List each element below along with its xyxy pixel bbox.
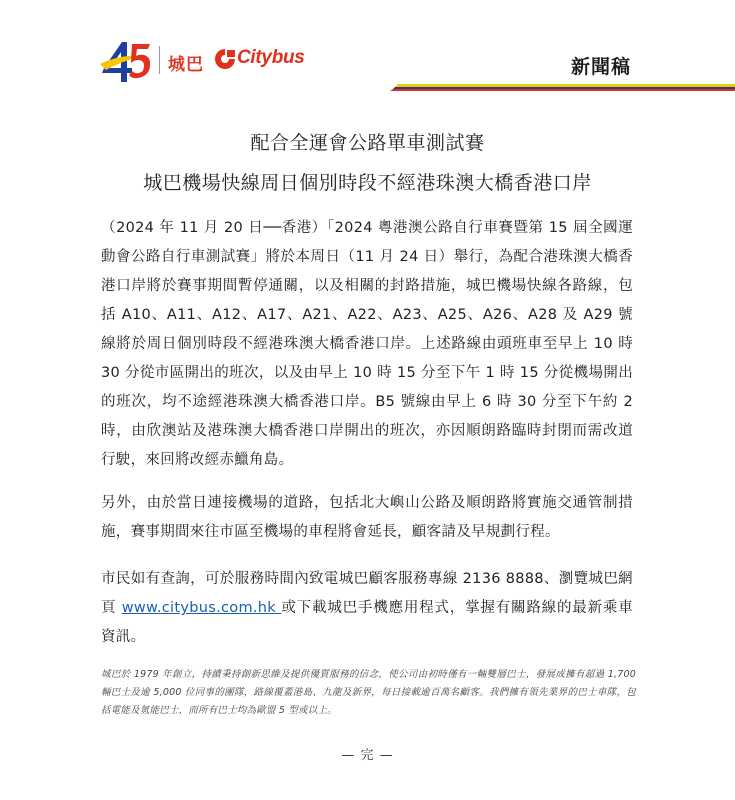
press-release-label: 新聞稿: [570, 56, 631, 78]
header-color-stripe: [390, 84, 735, 91]
citybus-website-link[interactable]: www.citybus.com.hk: [121, 600, 282, 616]
45-anniversary-logo-icon: [100, 38, 152, 84]
end-mark: — 完 —: [341, 748, 394, 763]
app-text: 或下載城巴手機應用程式，掌握有關路線的最新乘車資訊。: [101, 600, 633, 645]
logo-divider: [159, 46, 160, 74]
body-paragraph-2: 另外，由於當日連接機場的道路，包括北大嶼山公路及順朗路將實施交通管制措施，賽事期間來往市區至機場的車程將會延長，顧客請及早規劃行程。: [101, 495, 633, 540]
header: [0, 0, 735, 92]
headline-line-2: 城巴機場快線周日個別時段不經港珠澳大橋香港口岸: [143, 172, 592, 194]
brand-english-name: Citybus: [237, 47, 305, 68]
enquiry-text: 市民如有查詢，可於服務時間內致電城巴顧客服務專線 2136 8888、瀏覽城巴網頁: [101, 571, 633, 616]
headline-line-1: 配合全運會公路單車測試賽: [250, 132, 485, 154]
brand-chinese-name: 城巴: [168, 55, 204, 75]
body-paragraph-1: （2024 年 11 月 20 日──香港）「2024 粵港澳公路自行車賽暨第 15 屆全國運動會公路自行車測試賽」將於本周日（11 月 24 日）舉行，為配合港珠澳大橋香港口岸將於賽事期間暫停通關，以及相關的封路措施，城巴機場快線各路線，包括 A10、A11、A12、A17、A21、A22、A23、A25、A26、A28 及 A29 號線將於周日個別時段不經港珠澳大橋香港口岸。上述路線由頭班車至早上 10 時 30 分從市區開出的班次，以及由早上 10 時 15 分至下午 1 時 15 分從機場開出的班次，均不途經港珠澳大橋香港口岸。B5 號線由早上 6 時 30 分至下午約 2 時，由欣澳站及港珠澳大橋香港口岸開出的班次，亦因順朗路臨時封閉而需改道行駛，來回將改經赤鱲角島。: [101, 220, 633, 468]
body-paragraph-3: [101, 565, 633, 652]
company-boilerplate: 城巴於 1979 年創立，持續秉持創新思維及提供優質服務的信念，使公司由初時僅有一輛雙層巴士，發展成擁有超過 1,700 輛巴士及逾 5,000 位同事的團隊，路線覆蓋港島、九龍及新界，每日接載逾百萬名顧客。我們擁有領先業界的巴士車隊，包括電能及氫能巴士，而所有巴士均為歐盟 5 型或以上。: [101, 669, 636, 716]
citybus-c-icon: [214, 48, 236, 70]
